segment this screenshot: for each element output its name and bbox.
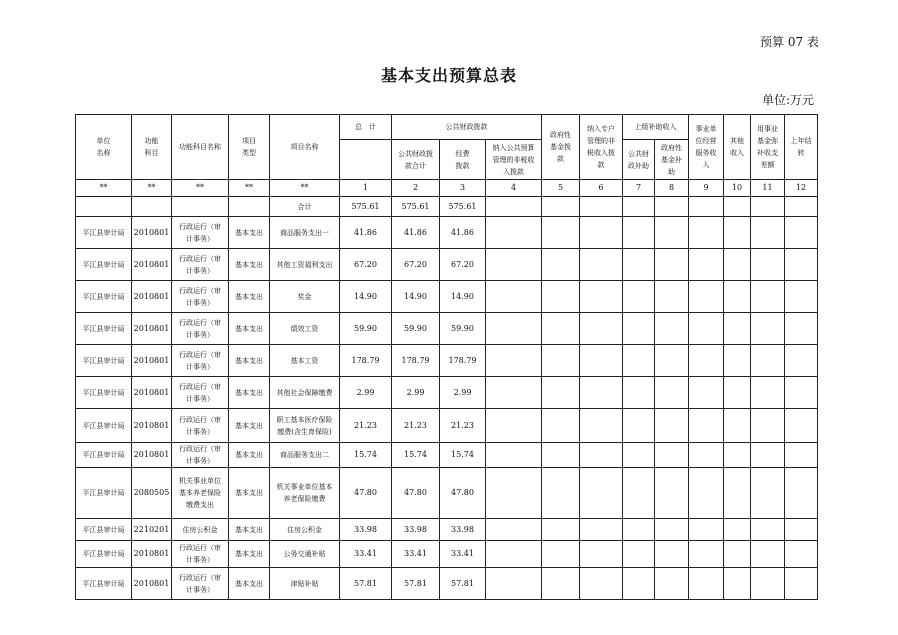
empty-cell — [542, 345, 580, 377]
empty-cell — [580, 468, 623, 519]
header-other-income: 其他 收入 — [724, 115, 751, 180]
header-gov-fund: 政府性 基金拨 款 — [542, 115, 580, 180]
table-row — [76, 568, 818, 600]
subtotal-cell: 14.90 — [392, 281, 440, 313]
empty-cell — [542, 468, 580, 519]
subtotal-cell: 59.90 — [392, 313, 440, 345]
subtotal-cell: 178.79 — [392, 345, 440, 377]
empty-cell — [724, 281, 751, 313]
index-cell: 12 — [785, 180, 818, 197]
func-name-cell: 行政运行（审 计事务） — [172, 568, 229, 600]
empty-cell — [785, 409, 818, 443]
empty-cell — [689, 568, 724, 600]
unit-name-cell: 平江县审计局 — [76, 519, 132, 541]
empty-cell — [689, 281, 724, 313]
item-name-cell: 津贴补贴 — [270, 568, 340, 600]
empty-cell — [751, 468, 785, 519]
total-row — [76, 197, 818, 217]
empty-cell — [655, 541, 689, 568]
item-name-cell: 基本工资 — [270, 345, 340, 377]
item-name-cell: 奖金 — [270, 281, 340, 313]
subtotal-cell: 33.98 — [392, 519, 440, 541]
empty-cell — [724, 443, 751, 468]
empty-cell — [542, 519, 580, 541]
total-row-blank — [132, 197, 172, 217]
subtotal-cell: 67.20 — [392, 249, 440, 281]
unit-name-cell: 平江县审计局 — [76, 409, 132, 443]
empty-cell — [486, 313, 542, 345]
empty-cell — [689, 519, 724, 541]
empty-cell — [785, 443, 818, 468]
index-cell: 3 — [440, 180, 486, 197]
empty-cell — [486, 217, 542, 249]
empty-cell — [689, 409, 724, 443]
empty-cell — [542, 568, 580, 600]
empty-cell — [486, 409, 542, 443]
empty-cell — [751, 313, 785, 345]
empty-cell — [785, 313, 818, 345]
empty-cell — [751, 409, 785, 443]
total-cell: 2.99 — [340, 377, 392, 409]
item-type-cell: 基本支出 — [229, 377, 270, 409]
empty-cell — [724, 409, 751, 443]
total-row-blank — [724, 197, 751, 217]
header-nontax-public-budget: 纳入公共预算 管理的非税收 入拨款 — [486, 140, 542, 180]
empty-cell — [623, 345, 655, 377]
item-name-cell: 职工基本医疗保险 缴费(含生育保险) — [270, 409, 340, 443]
empty-cell — [542, 281, 580, 313]
empty-cell — [655, 443, 689, 468]
empty-cell — [751, 519, 785, 541]
empty-cell — [623, 409, 655, 443]
empty-cell — [655, 249, 689, 281]
table-row — [76, 409, 818, 443]
empty-cell — [724, 468, 751, 519]
header-surplus: 用事业 基金弥 补收支 差额 — [751, 115, 785, 180]
empty-cell — [623, 249, 655, 281]
empty-cell — [655, 377, 689, 409]
total-row-blank — [76, 197, 132, 217]
total-row-blank — [172, 197, 229, 217]
empty-cell — [486, 468, 542, 519]
header-business-income: 事业单 位经营 服务收 入 — [689, 115, 724, 180]
empty-cell — [751, 345, 785, 377]
unit-name-cell: 平江县审计局 — [76, 541, 132, 568]
budget-table — [75, 114, 818, 600]
empty-cell — [751, 541, 785, 568]
empty-cell — [655, 217, 689, 249]
empty-cell — [751, 377, 785, 409]
empty-cell — [623, 519, 655, 541]
empty-cell — [724, 519, 751, 541]
empty-cell — [580, 409, 623, 443]
funds-cell: 33.98 — [440, 519, 486, 541]
index-cell: 11 — [751, 180, 785, 197]
func-name-cell: 行政运行（审 计事务） — [172, 313, 229, 345]
total-row-blank — [542, 197, 580, 217]
func-name-cell: 行政运行（审 计事务） — [172, 249, 229, 281]
empty-cell — [580, 443, 623, 468]
index-cell: ** — [229, 180, 270, 197]
empty-cell — [724, 345, 751, 377]
form-number: 预算 07 表 — [760, 35, 819, 49]
empty-cell — [689, 468, 724, 519]
item-type-cell: 基本支出 — [229, 409, 270, 443]
empty-cell — [623, 377, 655, 409]
empty-cell — [486, 443, 542, 468]
total-cell: 15.74 — [340, 443, 392, 468]
table-row — [76, 345, 818, 377]
unit-name-cell: 平江县审计局 — [76, 345, 132, 377]
funds-cell: 41.86 — [440, 217, 486, 249]
header-special-nontax: 纳入专户 管理的非 税收入拨 款 — [580, 115, 623, 180]
header-funds: 经费 拨款 — [440, 140, 486, 180]
func-code-cell: 2010801 — [132, 313, 172, 345]
func-code-cell: 2010801 — [132, 377, 172, 409]
empty-cell — [580, 568, 623, 600]
func-code-cell: 2210201 — [132, 519, 172, 541]
unit-name-cell: 平江县审计局 — [76, 249, 132, 281]
funds-cell: 47.80 — [440, 468, 486, 519]
table-row — [76, 443, 818, 468]
funds-cell: 59.90 — [440, 313, 486, 345]
empty-cell — [580, 281, 623, 313]
empty-cell — [542, 443, 580, 468]
table-row — [76, 468, 818, 519]
empty-cell — [486, 377, 542, 409]
funds-cell: 67.20 — [440, 249, 486, 281]
func-name-cell: 行政运行（审 计事务） — [172, 217, 229, 249]
subtotal-cell: 15.74 — [392, 443, 440, 468]
unit-name-cell: 平江县审计局 — [76, 443, 132, 468]
empty-cell — [655, 313, 689, 345]
total-row-blank — [655, 197, 689, 217]
func-name-cell: 行政运行（审 计事务） — [172, 443, 229, 468]
empty-cell — [623, 281, 655, 313]
empty-cell — [542, 409, 580, 443]
header-superior-subsidy: 上级补助收入 — [623, 115, 689, 140]
empty-cell — [785, 217, 818, 249]
unit-name-cell: 平江县审计局 — [76, 217, 132, 249]
empty-cell — [655, 281, 689, 313]
item-name-cell: 商品服务支出二 — [270, 443, 340, 468]
index-cell: 5 — [542, 180, 580, 197]
header-func-code: 功能 科目 — [132, 115, 172, 180]
empty-cell — [785, 345, 818, 377]
empty-cell — [623, 541, 655, 568]
empty-cell — [542, 249, 580, 281]
empty-cell — [655, 409, 689, 443]
total-cell: 41.86 — [340, 217, 392, 249]
funds-cell: 57.81 — [440, 568, 486, 600]
index-cell: 8 — [655, 180, 689, 197]
index-cell: 1 — [340, 180, 392, 197]
funds-cell: 15.74 — [440, 443, 486, 468]
empty-cell — [542, 313, 580, 345]
funds-cell: 21.23 — [440, 409, 486, 443]
total-cell: 33.98 — [340, 519, 392, 541]
item-type-cell: 基本支出 — [229, 217, 270, 249]
item-type-cell: 基本支出 — [229, 541, 270, 568]
func-code-cell: 2010801 — [132, 541, 172, 568]
empty-cell — [689, 217, 724, 249]
empty-cell — [580, 377, 623, 409]
item-type-cell: 基本支出 — [229, 468, 270, 519]
total-row-blank — [751, 197, 785, 217]
empty-cell — [689, 541, 724, 568]
item-name-cell: 机关事业单位基本 养老保险缴费 — [270, 468, 340, 519]
index-cell: 10 — [724, 180, 751, 197]
item-name-cell: 商品服务支出一 — [270, 217, 340, 249]
empty-cell — [785, 468, 818, 519]
index-cell: ** — [132, 180, 172, 197]
total-cell: 178.79 — [340, 345, 392, 377]
index-cell: 9 — [689, 180, 724, 197]
empty-cell — [751, 568, 785, 600]
item-name-cell: 公务交通补贴 — [270, 541, 340, 568]
empty-cell — [689, 377, 724, 409]
empty-cell — [655, 468, 689, 519]
page-title: 基本支出预算总表 — [380, 66, 517, 85]
table-row — [76, 519, 818, 541]
empty-cell — [724, 541, 751, 568]
subtotal-cell: 57.81 — [392, 568, 440, 600]
total-row-blank — [580, 197, 623, 217]
empty-cell — [785, 377, 818, 409]
empty-cell — [785, 541, 818, 568]
func-name-cell: 行政运行（审 计事务） — [172, 377, 229, 409]
func-code-cell: 2010801 — [132, 409, 172, 443]
empty-cell — [486, 249, 542, 281]
empty-cell — [542, 217, 580, 249]
total-funds: 575.61 — [440, 197, 486, 217]
total-row-blank — [486, 197, 542, 217]
total-label: 合计 — [270, 197, 340, 217]
empty-cell — [542, 377, 580, 409]
index-cell: 4 — [486, 180, 542, 197]
total-cell: 21.23 — [340, 409, 392, 443]
func-name-cell: 机关事业单位 基本养老保险 缴费支出 — [172, 468, 229, 519]
total-cell: 14.90 — [340, 281, 392, 313]
total-row-blank — [785, 197, 818, 217]
func-name-cell: 行政运行（审 计事务） — [172, 281, 229, 313]
header-total: 总 计 — [340, 115, 392, 140]
item-type-cell: 基本支出 — [229, 345, 270, 377]
index-cell: 6 — [580, 180, 623, 197]
empty-cell — [486, 568, 542, 600]
empty-cell — [486, 281, 542, 313]
empty-cell — [724, 217, 751, 249]
empty-cell — [785, 249, 818, 281]
empty-cell — [724, 568, 751, 600]
unit-name-cell: 平江县审计局 — [76, 468, 132, 519]
header-sup-gov-fund: 政府性 基金补 助 — [655, 140, 689, 180]
header-sup-public-finance: 公共财 政补助 — [623, 140, 655, 180]
empty-cell — [580, 249, 623, 281]
item-name-cell: 住房公积金 — [270, 519, 340, 541]
unit-label: 单位:万元 — [762, 93, 815, 107]
total-cell: 33.41 — [340, 541, 392, 568]
empty-cell — [580, 519, 623, 541]
item-type-cell: 基本支出 — [229, 249, 270, 281]
empty-cell — [785, 281, 818, 313]
empty-cell — [623, 443, 655, 468]
index-cell: 2 — [392, 180, 440, 197]
header-func-name: 功能科目名称 — [172, 115, 229, 180]
header-carryover: 上年结 转 — [785, 115, 818, 180]
func-code-cell: 2080505 — [132, 468, 172, 519]
empty-cell — [785, 568, 818, 600]
index-row — [76, 180, 818, 197]
empty-cell — [689, 313, 724, 345]
item-name-cell: 其他社会保障缴费 — [270, 377, 340, 409]
funds-cell: 14.90 — [440, 281, 486, 313]
unit-name-cell: 平江县审计局 — [76, 377, 132, 409]
empty-cell — [486, 345, 542, 377]
table-row — [76, 313, 818, 345]
func-name-cell: 住房公积金 — [172, 519, 229, 541]
total-row-blank — [689, 197, 724, 217]
empty-cell — [486, 519, 542, 541]
table-row — [76, 541, 818, 568]
total-cell: 67.20 — [340, 249, 392, 281]
total-cell: 59.90 — [340, 313, 392, 345]
total-row-blank — [623, 197, 655, 217]
header-unit-name: 单位 名称 — [76, 115, 132, 180]
empty-cell — [655, 568, 689, 600]
func-code-cell: 2010801 — [132, 217, 172, 249]
header-total-blank — [340, 140, 392, 180]
funds-cell: 33.41 — [440, 541, 486, 568]
empty-cell — [655, 519, 689, 541]
empty-cell — [580, 313, 623, 345]
header-public-finance-subtotal: 公共财政拨 款合计 — [392, 140, 440, 180]
func-name-cell: 行政运行（审 计事务） — [172, 345, 229, 377]
empty-cell — [751, 443, 785, 468]
func-code-cell: 2010801 — [132, 249, 172, 281]
func-name-cell: 行政运行（审 计事务） — [172, 541, 229, 568]
table-row — [76, 217, 818, 249]
subtotal-cell: 33.41 — [392, 541, 440, 568]
item-type-cell: 基本支出 — [229, 443, 270, 468]
item-type-cell: 基本支出 — [229, 313, 270, 345]
table-row — [76, 281, 818, 313]
empty-cell — [580, 541, 623, 568]
header-item-type: 项目 类型 — [229, 115, 270, 180]
empty-cell — [486, 541, 542, 568]
item-name-cell: 绩效工资 — [270, 313, 340, 345]
item-type-cell: 基本支出 — [229, 568, 270, 600]
unit-name-cell: 平江县审计局 — [76, 568, 132, 600]
empty-cell — [623, 568, 655, 600]
empty-cell — [655, 345, 689, 377]
item-name-cell: 其他工资福利支出 — [270, 249, 340, 281]
index-cell: 7 — [623, 180, 655, 197]
subtotal-cell: 2.99 — [392, 377, 440, 409]
func-name-cell: 行政运行（审 计事务） — [172, 409, 229, 443]
empty-cell — [689, 249, 724, 281]
empty-cell — [689, 345, 724, 377]
subtotal-cell: 41.86 — [392, 217, 440, 249]
empty-cell — [751, 217, 785, 249]
total-row-blank — [229, 197, 270, 217]
item-type-cell: 基本支出 — [229, 519, 270, 541]
empty-cell — [724, 377, 751, 409]
func-code-cell: 2010801 — [132, 568, 172, 600]
total-total: 575.61 — [340, 197, 392, 217]
empty-cell — [724, 313, 751, 345]
empty-cell — [623, 313, 655, 345]
table-row — [76, 249, 818, 281]
header-public-finance: 公共财政拨款 — [392, 115, 542, 140]
funds-cell: 178.79 — [440, 345, 486, 377]
total-cell: 47.80 — [340, 468, 392, 519]
index-cell: ** — [172, 180, 229, 197]
index-cell: ** — [270, 180, 340, 197]
unit-name-cell: 平江县审计局 — [76, 313, 132, 345]
empty-cell — [751, 249, 785, 281]
empty-cell — [623, 217, 655, 249]
index-cell: ** — [76, 180, 132, 197]
empty-cell — [580, 217, 623, 249]
func-code-cell: 2010801 — [132, 345, 172, 377]
empty-cell — [542, 541, 580, 568]
empty-cell — [724, 249, 751, 281]
func-code-cell: 2010801 — [132, 281, 172, 313]
func-code-cell: 2010801 — [132, 443, 172, 468]
item-type-cell: 基本支出 — [229, 281, 270, 313]
empty-cell — [689, 443, 724, 468]
empty-cell — [580, 345, 623, 377]
total-cell: 57.81 — [340, 568, 392, 600]
subtotal-cell: 47.80 — [392, 468, 440, 519]
empty-cell — [785, 519, 818, 541]
empty-cell — [751, 281, 785, 313]
unit-name-cell: 平江县审计局 — [76, 281, 132, 313]
total-subtotal: 575.61 — [392, 197, 440, 217]
empty-cell — [623, 468, 655, 519]
funds-cell: 2.99 — [440, 377, 486, 409]
subtotal-cell: 21.23 — [392, 409, 440, 443]
header-item-name: 项目名称 — [270, 115, 340, 180]
table-row — [76, 377, 818, 409]
